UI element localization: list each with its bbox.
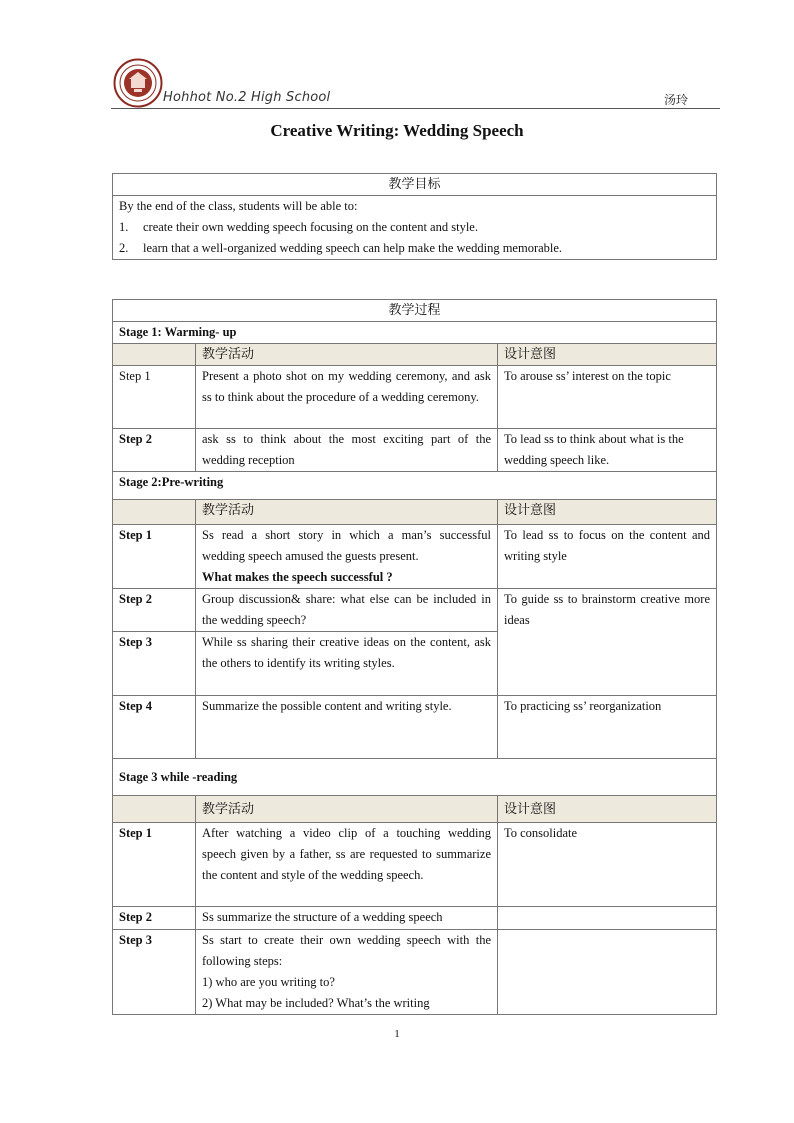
objectives-heading: 教学目标 (113, 174, 717, 196)
step-intent: To guide ss to brainstorm creative more ideas (498, 589, 717, 696)
header-divider (111, 108, 720, 109)
process-heading: 教学过程 (113, 300, 717, 322)
author-name: 汤玲 (664, 93, 689, 107)
step-activity: ask ss to think about the most exciting part of the wedding reception (196, 429, 498, 472)
step-activity: Present a photo shot on my wedding ceremony, and ask ss to think about the procedure of a wedding ceremony. (196, 366, 498, 429)
objective-item: 2. learn that a well-organized wedding speech can help make the wedding memorable. (119, 241, 563, 255)
step-label: Step 1 (113, 525, 196, 589)
column-header-activity: 教学活动 (196, 344, 498, 366)
step-activity: Ss summarize the structure of a wedding speech (196, 907, 498, 930)
step-label: Step 3 (113, 930, 196, 1015)
step-intent (498, 930, 717, 1015)
step-activity: After watching a video clip of a touching wedding speech given by a father, ss are requested to summarize the content and style of the wedding speech. (196, 823, 498, 907)
stage-title: Stage 2:Pre-writing (113, 472, 717, 500)
step-activity: While ss sharing their creative ideas on the content, ask the others to identify its writing styles. (196, 632, 498, 696)
objectives-intro: By the end of the class, students will be able to: (119, 199, 358, 213)
substep: 2) What may be included? What’s the writing (202, 996, 430, 1010)
step-activity: Summarize the possible content and writing style. (196, 696, 498, 759)
step-intent: To lead ss to think about what is the wedding speech like. (498, 429, 717, 472)
column-header-empty (113, 344, 196, 366)
step-intent: To lead ss to focus on the content and writing style (498, 525, 717, 589)
stage-title: Stage 3 while -reading (113, 759, 717, 796)
column-header-activity: 教学活动 (196, 796, 498, 823)
step-intent: To arouse ss’ interest on the topic (498, 366, 717, 429)
step-activity: Ss read a short story in which a man’s successful wedding speech amused the guests present. What makes the speech successful ? (196, 525, 498, 589)
stage-title: Stage 1: Warming- up (113, 322, 717, 344)
column-header-intent: 设计意图 (498, 500, 717, 525)
objective-item: 1. create their own wedding speech focusing on the content and style. (119, 220, 478, 234)
step-intent (498, 907, 717, 930)
school-name: Hohhot No.2 High School (163, 90, 331, 105)
step-intent: To consolidate (498, 823, 717, 907)
step-label: Step 1 (113, 366, 196, 429)
objectives-table (112, 173, 717, 260)
document-title: Creative Writing: Wedding Speech (270, 121, 524, 140)
school-logo (113, 58, 163, 108)
step-intent: To practicing ss’ reorganization (498, 696, 717, 759)
page-number: 1 (394, 1028, 400, 1040)
step-label: Step 2 (113, 907, 196, 930)
column-header-intent: 设计意图 (498, 344, 717, 366)
step-label: Step 2 (113, 429, 196, 472)
column-header-activity: 教学活动 (196, 500, 498, 525)
column-header-empty (113, 796, 196, 823)
step-activity: Group discussion& share: what else can be included in the wedding speech? (196, 589, 498, 632)
column-header-intent: 设计意图 (498, 796, 717, 823)
step-label: Step 2 (113, 589, 196, 632)
step-activity: Ss start to create their own wedding speech with the following steps: 1) who are you writing to? 2) What may be included? What’s the writing (196, 930, 498, 1015)
objectives-body (113, 196, 717, 260)
column-header-empty (113, 500, 196, 525)
process-table (112, 299, 717, 1015)
step-label: Step 4 (113, 696, 196, 759)
step-label: Step 1 (113, 823, 196, 907)
step-label: Step 3 (113, 632, 196, 696)
substep: 1) who are you writing to? (202, 975, 335, 989)
step-question: What makes the speech successful ? (202, 570, 393, 584)
